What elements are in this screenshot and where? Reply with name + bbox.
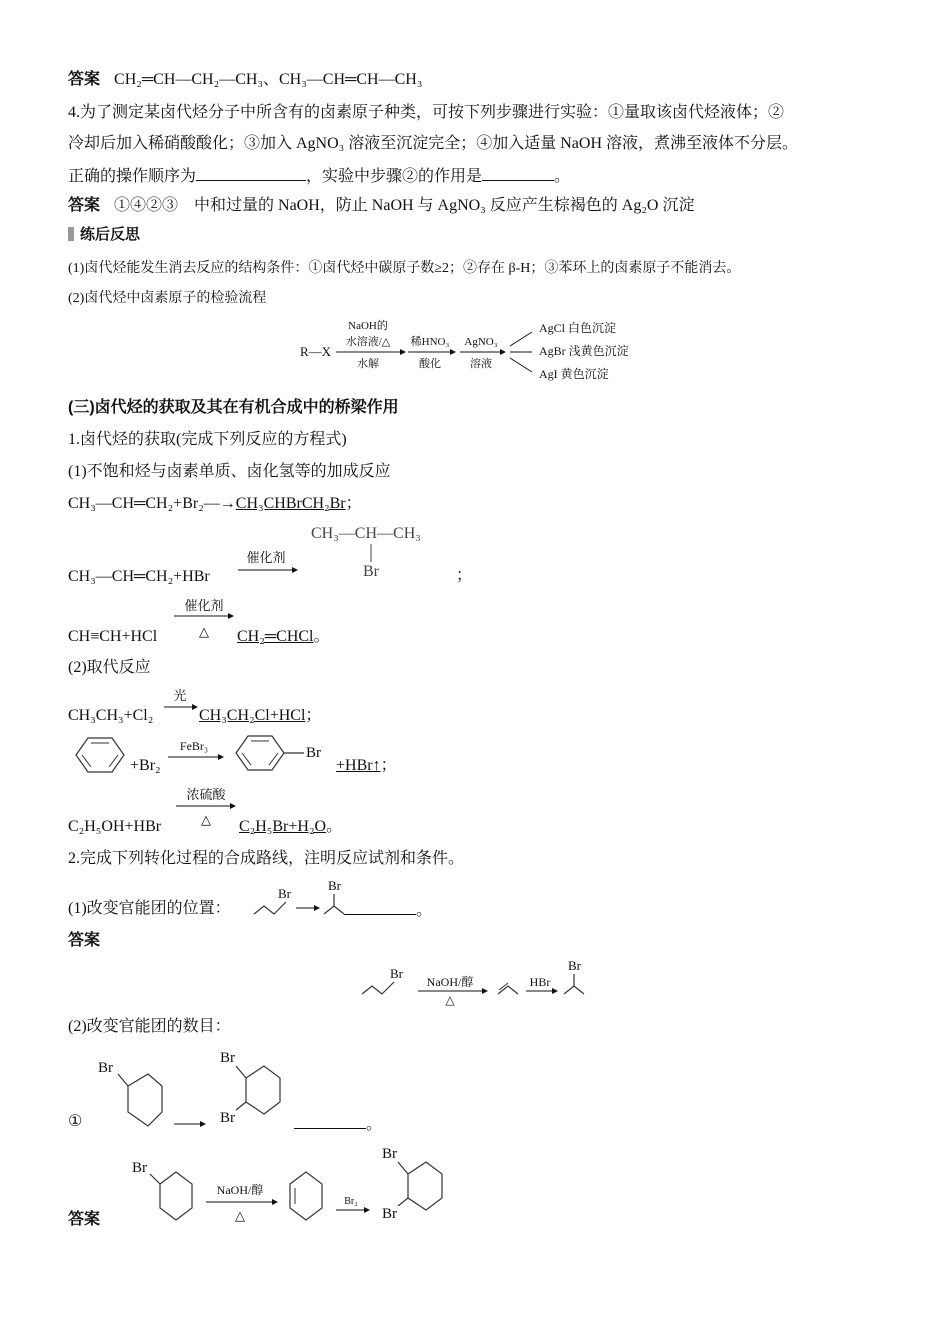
arrow-head <box>450 349 456 355</box>
answer-1-condition-bottom: △ <box>445 993 455 1007</box>
bromobenzene-structure <box>234 734 334 774</box>
answer-blank <box>482 164 554 181</box>
reaction-4-right <box>199 706 321 726</box>
section-marker <box>68 227 74 241</box>
structure-br: Br <box>568 958 581 973</box>
2-bromopropane-skeleton <box>564 986 584 994</box>
answer-2-condition-top: NaOH/醇 <box>216 1183 264 1197</box>
reaction-3-product: CH₂═CHCl <box>237 628 314 645</box>
reaction-5-condition: FeBr₃ <box>179 739 209 753</box>
h2-2-answer <box>294 1112 382 1135</box>
reaction-3-left: CH≡CH+HCl <box>68 628 158 645</box>
reaction-6-arrow <box>172 786 242 830</box>
h2-1-answer-label: 答案 <box>68 932 101 949</box>
answer-text: ①④②③ 中和过量的 NaOH，防止 NaOH 与 AgNO₃ 反应产生棕褐色的 Ag₂O 沉淀 <box>114 197 695 214</box>
answer-2-condition-bottom: △ <box>235 1208 245 1223</box>
bond-line <box>118 1074 128 1086</box>
arrow-head <box>200 1121 206 1127</box>
section3-h2-2: (2)改变官能团的数目： <box>68 1018 231 1035</box>
reaction-5-arrow <box>166 738 230 760</box>
answer-blank <box>196 164 306 181</box>
reaction-5-end: ； <box>380 757 397 774</box>
reaction-1-product: CH₃CHBrCH₂Br <box>235 495 346 512</box>
answer-blank <box>294 1112 366 1129</box>
q4-line3-c: 。 <box>554 168 571 185</box>
section3-h1: 1.卤代烃的获取(完成下列反应的方程式) <box>68 431 347 448</box>
flow-step1-bottom: 水解 <box>357 358 379 370</box>
answer-2-route <box>130 1142 460 1226</box>
bond-line <box>236 1102 246 1110</box>
section3-title: (三)卤代烃的获取及其在有机合成中的桥梁作用 <box>68 399 399 416</box>
section3-h2-1: (1)改变官能团的位置： <box>68 900 231 917</box>
answer-1-condition-top: NaOH/醇 <box>426 975 474 989</box>
arrow-head <box>314 905 320 911</box>
reaction-1 <box>68 493 362 515</box>
q4-line3 <box>68 164 570 188</box>
arrow-head <box>218 754 224 760</box>
reaction-4-left: CH₃CH₃+Cl₂ <box>68 707 154 724</box>
answer-1-condition-2: HBr <box>529 975 551 989</box>
answer-label: 答案 <box>68 71 101 88</box>
reaction-3-condition-top: 催化剂 <box>184 598 224 613</box>
structure-br: Br <box>382 1206 397 1222</box>
reaction-2-left: CH₃—CH═CH₂+HBr <box>68 568 210 585</box>
section3-h2: 2.完成下列转化过程的合成路线，注明反应试剂和条件。 <box>68 850 465 867</box>
q4-line2: 冷却后加入稀硝酸酸化；③加入 AgNO₃ 溶液至沉淀完全；④加入适量 NaOH 溶液，煮沸至液体不分层。 <box>68 135 799 152</box>
bond-line <box>398 1162 408 1174</box>
answer-blank <box>344 898 416 915</box>
arrow-head <box>292 567 298 573</box>
flow-step1-top2: 水溶液/△ <box>345 336 391 348</box>
structure-br: Br <box>98 1060 113 1076</box>
propene-skeleton <box>498 986 518 994</box>
branch-arrow <box>510 358 532 372</box>
reaction-2-product: CH₃—CH—CH₃ <box>311 525 421 542</box>
reaction-1-left: CH₃—CH═CH₂+Br₂—→ <box>68 495 236 512</box>
reaction-3-end: 。 <box>313 628 330 645</box>
dibromocyclohexane-ring <box>408 1162 442 1210</box>
h2-2-answer-label: 答案 <box>68 1211 101 1228</box>
bond-line <box>236 1066 246 1078</box>
answer-2-condition-2: Br₂ <box>344 1196 358 1207</box>
arrow-head <box>500 349 506 355</box>
flow-step2-bottom: 酸化 <box>419 358 441 370</box>
benzene-structure <box>74 736 126 774</box>
reaction-3-condition-bottom: △ <box>199 624 209 639</box>
branch-arrow <box>510 332 532 346</box>
reaction-2-end: ； <box>456 567 473 584</box>
reaction-6-left: C₂H₅OH+HBr <box>68 818 162 835</box>
bond-line <box>370 544 374 564</box>
reaction-6-end: 。 <box>326 818 343 835</box>
q4-line3-a: 正确的操作顺序为 <box>68 168 197 185</box>
reaction-2-condition: 催化剂 <box>246 550 286 565</box>
reaction-6-product: C₂H₅Br+H₂O <box>239 818 327 835</box>
q4-answer <box>68 195 694 217</box>
reaction-2-arrow <box>236 548 306 578</box>
answer-label: 答案 <box>68 197 101 214</box>
structure-br: Br <box>390 966 403 981</box>
reaction-6-right <box>239 817 342 837</box>
reaction-3-right <box>237 627 330 647</box>
reaction-4-end: ； <box>305 707 322 724</box>
bond-line <box>150 1174 160 1184</box>
arrow-head <box>552 988 558 994</box>
flow-out1: AgCl 白色沉淀 <box>539 321 617 335</box>
bromocyclohexane-ring <box>128 1074 162 1126</box>
flow-step1-top1: NaOH的 <box>348 320 388 332</box>
dibromocyclohexane-ring <box>246 1066 280 1114</box>
h2-1-answer <box>344 898 432 921</box>
structure-br: Br <box>132 1160 147 1176</box>
reaction-5-product: +HBr↑ <box>336 757 381 774</box>
reaction-4-arrow <box>162 688 202 710</box>
structure-br: Br <box>328 878 341 893</box>
bond-line <box>398 1198 408 1206</box>
structure-br: Br <box>220 1050 235 1066</box>
halogen-test-flow <box>300 316 660 388</box>
reaction-6-condition-bottom: △ <box>201 812 211 827</box>
reflection-title <box>68 224 140 246</box>
arrow-head <box>400 349 406 355</box>
reaction-2-product-br: Br <box>363 563 379 580</box>
structure-br: Br <box>220 1110 235 1126</box>
reflection-p2: (2)卤代烃中卤素原子的检验流程 <box>68 291 267 306</box>
reaction-4-condition: 光 <box>173 688 187 703</box>
item-number: ① <box>68 1113 83 1130</box>
arrow-head <box>272 1199 278 1205</box>
bromocyclohexane-ring <box>160 1172 192 1220</box>
reaction-5-right <box>336 756 397 776</box>
section3-h1-1: (1)不饱和烃与卤素单质、卤化氢等的加成反应 <box>68 463 391 480</box>
flow-out2: AgBr 浅黄色沉淀 <box>539 344 629 358</box>
bromobenzene-br: Br <box>306 745 321 761</box>
reaction-1-end: ； <box>345 495 362 512</box>
arrow-head <box>192 704 198 710</box>
reaction-4-product: CH₃CH₂Cl+HCl <box>199 707 306 724</box>
structure-br: Br <box>382 1146 397 1162</box>
answer-1-route <box>358 956 598 1007</box>
1-bromopropane-skeleton <box>254 902 286 914</box>
arrow-head <box>482 988 488 994</box>
2-bromopropane-skeleton <box>324 906 344 914</box>
q4-line3-b: ，实验中步骤②的作用是 <box>306 168 483 185</box>
reflection-p1: (1)卤代烃能发生消去反应的结构条件：①卤代烃中碳原子数≥2；②存在 β-H；③苯环上的卤素原子不能消去。 <box>68 261 741 276</box>
flow-step3-top: AgNO₃ <box>464 336 498 348</box>
h2-2-end: 。 <box>366 1116 383 1133</box>
answer-text: CH₂═CH—CH₂—CH₃、CH₃—CH═CH—CH₃ <box>114 71 423 88</box>
flow-step3-bottom: 溶液 <box>470 358 492 370</box>
1-bromopropane-skeleton <box>362 982 394 994</box>
arrow-head <box>228 613 234 619</box>
arrow-head <box>364 1207 370 1213</box>
reflection-title-text: 练后反思 <box>80 226 141 243</box>
section3-h1-2: (2)取代反应 <box>68 659 151 676</box>
q4-line1: 4.为了测定某卤代烃分子中所含有的卤素原子种类，可按下列步骤进行实验：①量取该卤代烃液体；② <box>68 104 785 121</box>
structure-br: Br <box>278 886 291 901</box>
h2-1-end: 。 <box>416 902 433 919</box>
reaction-6-condition-top: 浓硫酸 <box>186 787 226 802</box>
flow-out3: AgI 黄色沉淀 <box>539 367 609 381</box>
arrow-head <box>230 803 236 809</box>
flow-start: R—X <box>300 344 332 359</box>
q3-answer <box>68 69 422 91</box>
reaction-5-reagent: +Br₂ <box>130 757 161 774</box>
flow-step2-top: 稀HNO₃ <box>410 336 450 348</box>
reaction-3-arrow <box>170 598 240 642</box>
